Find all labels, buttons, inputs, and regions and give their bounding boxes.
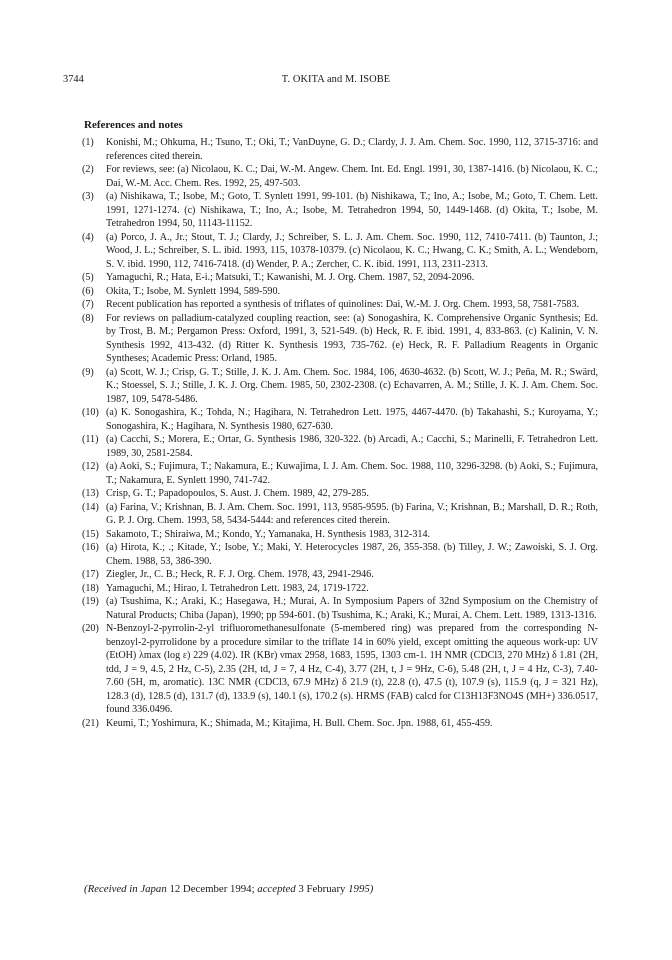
reference-item (82, 568, 598, 582)
reference-text: Keumi, T.; Yoshimura, K.; Shimada, M.; Kitajima, H. Bull. Chem. Soc. Jpn. 1988, 61, 455-459. (106, 717, 493, 729)
reference-item (82, 271, 598, 285)
accepted-year: 1995) (348, 883, 374, 895)
reference-text: Yamaguchi, M.; Hirao, I. Tetrahedron Lett. 1983, 24, 1719-1722. (106, 582, 369, 594)
reference-number: (17) (82, 569, 99, 580)
reference-item (82, 595, 598, 622)
reference-item (82, 231, 598, 272)
reference-number: (4) (82, 231, 94, 243)
reference-number: (5) (82, 272, 94, 283)
reference-item (82, 285, 598, 299)
reference-text: (a) Aoki, S.; Fujimura, T.; Nakamura, E.; Kuwajima, I. J. Am. Chem. Soc. 1988, 110, 3296-3298. (b) Aoki, S.; Fujimura, T.; Nakamura, E. Synlett 1990, 741-742. (106, 461, 598, 486)
reference-text: Ziegler, Jr., C. B.; Heck, R. F. J. Org. Chem. 1978, 43, 2941-2946. (106, 569, 374, 580)
reference-number: (21) (82, 717, 99, 729)
reference-text: (a) Porco, J. A., Jr.; Stout, T. J.; Clardy, J.; Schreiber, S. L. J. Am. Chem. Soc. 1990, 112, 7410-7411. (b) Taunton, J.; Wood, J. L.; Schreiber, S. L. ibid. 1993, 115, 10378-10379. (c) Nicolaou, K. C.; Hwang, C. K.; Smith, A. L.; Wendeborn, S. V. ibid. 1990, 112, 7416-7418. (d) Wender, P. A.; Zercher, C. K. ibid. 1991, 113, 2311-2313. (106, 231, 598, 270)
reference-list (82, 136, 598, 730)
reference-text: For reviews, see: (a) Nicolaou, K. C.; Dai, W.-M. Angew. Chem. Int. Ed. Engl. 1991, 30, 1387-1416. (b) Nicolaou, K. C.; Dai, W.-M. Acc. Chem. Res. 1992, 25, 497-503. (106, 164, 598, 189)
reference-number: (2) (82, 164, 94, 175)
reference-number: (6) (82, 285, 94, 297)
references-heading: References and notes (84, 119, 183, 131)
reference-text: (a) Scott, W. J.; Crisp, G. T.; Stille, J. K. J. Am. Chem. Soc. 1984, 106, 4630-4632. (b) Scott, W. J.; Peña, M. R.; Swärd, K.; Stoessel, S. J.; Stille, J. K. J. Org. Chem. 1985, 50, 2302-2308. (c) Echavarren, A. M.; Stille, J. K. J. Am. Chem. Soc. 1987, 109, 5478-5486. (106, 366, 598, 405)
reference-number: (8) (82, 312, 94, 324)
reference-item (82, 312, 598, 366)
accepted-date: 3 February (298, 883, 346, 895)
reference-text: Crisp, G. T.; Papadopoulos, S. Aust. J. Chem. 1989, 42, 279-285. (106, 488, 369, 499)
reference-item (82, 528, 598, 542)
received-accepted-note (84, 883, 373, 895)
reference-text: (a) Farina, V.; Krishnan, B. J. Am. Chem. Soc. 1991, 113, 9585-9595. (b) Farina, V.; Krishnan, B.; Marshall, D. R.; Roth, G. P. J. Org. Chem. 1993, 58, 5434-5444: and references cited therein. (106, 501, 598, 526)
reference-number: (14) (82, 501, 99, 513)
reference-text: (a) Cacchi, S.; Morera, E.; Ortar, G. Synthesis 1986, 320-322. (b) Arcadi, A.; Cacchi, S.; Marinelli, F. Tetrahedron Lett. 1989, 30, 2581-2584. (106, 434, 598, 459)
reference-number: (1) (82, 137, 94, 148)
reference-item (82, 501, 598, 528)
reference-item (82, 541, 598, 568)
reference-item (82, 298, 598, 312)
reference-text: (a) Nishikawa, T.; Isobe, M.; Goto, T. Synlett 1991, 99-101. (b) Nishikawa, T.; Ino, A.; Isobe, M.; Goto, T. Chem. Lett. 1991, 1271-1274. (c) Nishikawa, T.; Ino, A.; Isobe, M. Tetrahedron 1994, 50, 1449-1468. (d) Okita, T.; Isobe, M. Tetrahedron 1994, 50, 11143-11152. (106, 191, 598, 229)
reference-item (82, 433, 598, 460)
reference-text: (a) K. Sonogashira, K.; Tohda, N.; Hagihara, N. Tetrahedron Lett. 1975, 4467-4470. (b) Takahashi, S.; Kuroyama, Y.; Sonogashira, K.; Hagihara, N. Synthesis 1980, 627-630. (106, 407, 598, 432)
reference-item (82, 717, 598, 731)
reference-number: (11) (82, 434, 99, 445)
reference-item (82, 366, 598, 407)
reference-item (82, 487, 598, 501)
reference-text: (a) Hirota, K.; .; Kitade, Y.; Isobe, Y.; Maki, Y. Heterocycles 1987, 26, 355-358. (b) Tilley, J. W.; Zawoiski, S. J. Org. Chem. 1988, 53, 386-390. (106, 542, 598, 567)
reference-number: (9) (82, 366, 94, 378)
reference-text: N-Benzoyl-2-pyrrolin-2-yl trifluoromethanesulfonate (5-membered ring) was prepared from the corresponding N-benzoyl-2-pyrrolidone by a procedure similar to the triflate 14 in 60% yield, except omitting the aqueous work-up: UV (EtOH) λmax (log ε) 229 (4.02). IR (KBr) νmax 2958, 1683, 1595, 1303 cm-1. 1H NMR (CDCl3, 270 MHz) δ 1.81 (2H, tdd, J = 9, 4.5, 2 Hz, C-5), 2.35 (2H, td, J = 7, 4 Hz, C-4), 3.77 (2H, t, J = 9Hz, C-6), 5.48 (2H, t, J = 4 Hz, C-3), 7.40-7.60 (5H, m, aromatic). 13C NMR (CDCl3, 67.9 MHz) δ 21.9 (t), 22.8 (t), 47.5 (t), 107.9 (s), 115.9 (q, J = 321 Hz), 128.3 (d), 128.5 (d), 131.7 (d), 133.9 (s), 140.1 (s), 170.2 (s). HRMS (FAB) calcd for C13H13F3NO4S (MH+) 336.0517, found 336.0496. (106, 623, 598, 715)
reference-number: (13) (82, 488, 99, 499)
reference-number: (20) (82, 623, 99, 634)
reference-number: (15) (82, 528, 99, 540)
page-number: 3744 (63, 74, 84, 85)
reference-item (82, 190, 598, 231)
reference-text: Recent publication has reported a synthesis of triflates of quinolines: Dai, W.-M. J. Org. Chem. 1993, 58, 7581-7583. (106, 299, 580, 310)
reference-item (82, 163, 598, 190)
reference-item (82, 406, 598, 433)
reference-number: (18) (82, 582, 99, 594)
reference-item (82, 460, 598, 487)
running-head (63, 74, 609, 88)
reference-item (82, 582, 598, 596)
received-date: 12 December 1994; (169, 883, 255, 895)
reference-text: Sakamoto, T.; Shiraiwa, M.; Kondo, Y.; Yamanaka, H. Synthesis 1983, 312-314. (106, 528, 431, 540)
reference-item (82, 136, 598, 163)
reference-text: (a) Tsushima, K.; Araki, K.; Hasegawa, H.; Murai, A. In Symposium Papers of 32nd Symposium on the Chemistry of Natural Products; Chiba (Japan), 1990; pp 594-601. (b) Tsushima, K.; Araki, K.; Murai, A. Chem. Lett. 1989, 1313-1316. (106, 596, 598, 621)
reference-number: (12) (82, 461, 99, 472)
reference-number: (3) (82, 191, 94, 202)
reference-number: (10) (82, 407, 99, 418)
reference-number: (16) (82, 542, 99, 553)
reference-text: Yamaguchi, R.; Hata, E-i.; Matsuki, T.; Kawanishi, M. J. Org. Chem. 1987, 52, 2094-2096. (106, 272, 475, 283)
reference-number: (19) (82, 596, 99, 607)
reference-text: Okita, T.; Isobe, M. Synlett 1994, 589-590. (106, 285, 281, 297)
reference-item (82, 622, 598, 717)
reference-text: Konishi, M.; Ohkuma, H.; Tsuno, T.; Oki, T.; VanDuyne, G. D.; Clardy, J. J. Am. Chem. Soc. 1990, 112, 3715-3716: and references cited therein. (106, 137, 598, 162)
reference-number: (7) (82, 299, 94, 310)
reference-text: For reviews on palladium-catalyzed coupling reaction, see: (a) Sonogashira, K. Comprehensive Organic Synthesis; Ed. by Trost, B. M.; Pergamon Press: Oxford, 1991, 3, 521-549. (b) Heck, R. F. ibid. 1991, 4, 833-863. (c) Kalinin, V. N. Synthesis 1992, 413-432. (d) Ritter K. Synthesis 1993, 735-762. (e) Heck, R. F. Palladium Reagents in Organic Syntheses; Academic Press: Orland, 1985. (106, 312, 598, 364)
received-label: (Received in Japan (84, 883, 167, 895)
running-title: T. OKITA and M. ISOBE (281, 74, 391, 85)
accepted-label: accepted (257, 883, 296, 895)
